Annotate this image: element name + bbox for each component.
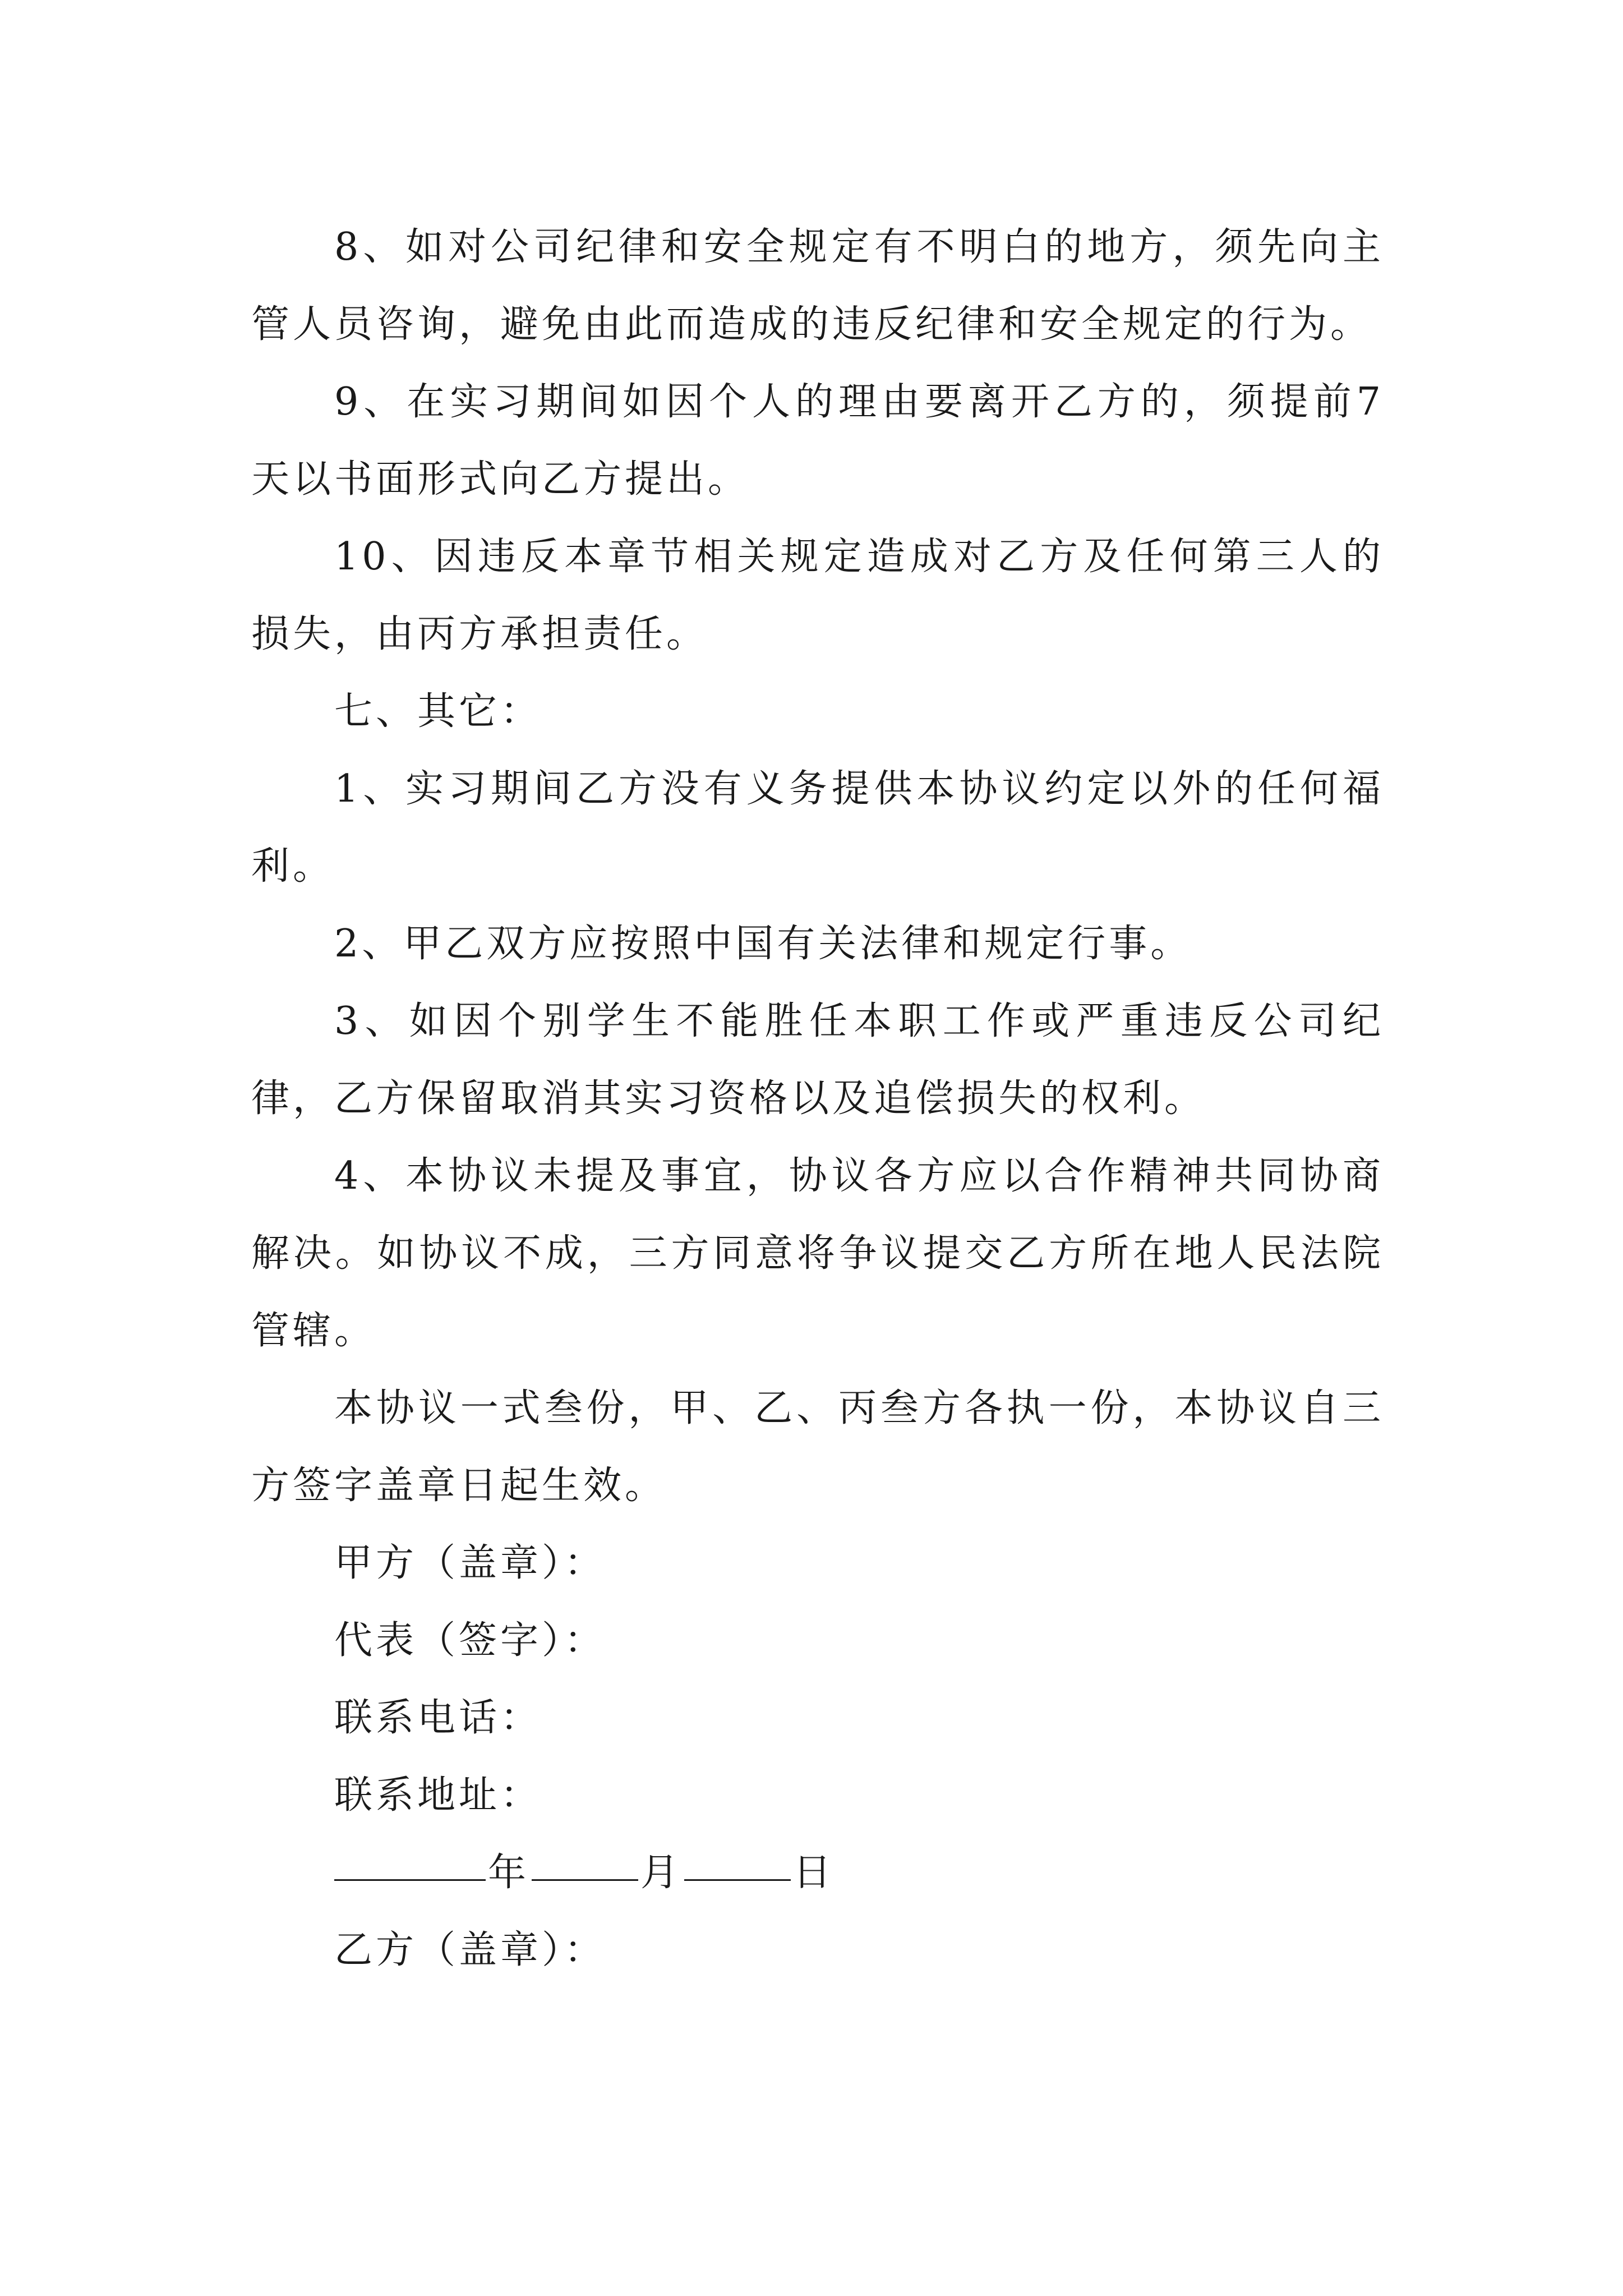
party-a-seal-label: 甲方（盖章）：	[334, 1541, 606, 1585]
day-blank	[684, 1847, 791, 1881]
signing-date	[251, 1834, 1384, 1912]
address-label: 联系地址：	[334, 1773, 542, 1818]
clause-9: 9、在实习期间如因个人的理由要离开乙方的，须提前7天以书面形式向乙方提出。	[251, 380, 1384, 501]
effectiveness-clause: 本协议一式叁份，甲、乙、丙叁方各执一份，本协议自三方签字盖章日起生效。	[251, 1386, 1384, 1508]
other-clause-2: 2、甲乙双方应按照中国有关法律和规定行事。	[334, 922, 1192, 966]
year-blank	[334, 1847, 486, 1881]
clause-8: 8、如对公司纪律和安全规定有不明白的地方，须先向主管人员咨询，避免由此而造成的违反纪律和安全规定的行为。	[251, 225, 1384, 347]
month-blank	[532, 1847, 638, 1881]
section-heading-other: 七、其它：	[334, 689, 542, 734]
month-label: 月	[640, 1851, 683, 1895]
day-label: 日	[793, 1851, 835, 1895]
representative-sign-label: 代表（签字）：	[334, 1618, 606, 1663]
year-label: 年	[488, 1851, 530, 1895]
document-body	[251, 209, 1384, 1989]
other-clause-4: 4、本协议未提及事宜，协议各方应以合作精神共同协商解决。如协议不成，三方同意将争议提交乙方所在地人民法院管辖。	[251, 1154, 1384, 1353]
other-clause-1: 1、实习期间乙方没有义务提供本协议约定以外的任何福利。	[251, 767, 1384, 889]
other-clause-3: 3、如因个别学生不能胜任本职工作或严重违反公司纪律，乙方保留取消其实习资格以及追偿损失的权利。	[251, 999, 1384, 1121]
party-b-seal-label: 乙方（盖章）：	[334, 1928, 606, 1972]
clause-10: 10、因违反本章节相关规定造成对乙方及任何第三人的损失，由丙方承担责任。	[251, 535, 1384, 656]
phone-label: 联系电话：	[334, 1696, 542, 1740]
